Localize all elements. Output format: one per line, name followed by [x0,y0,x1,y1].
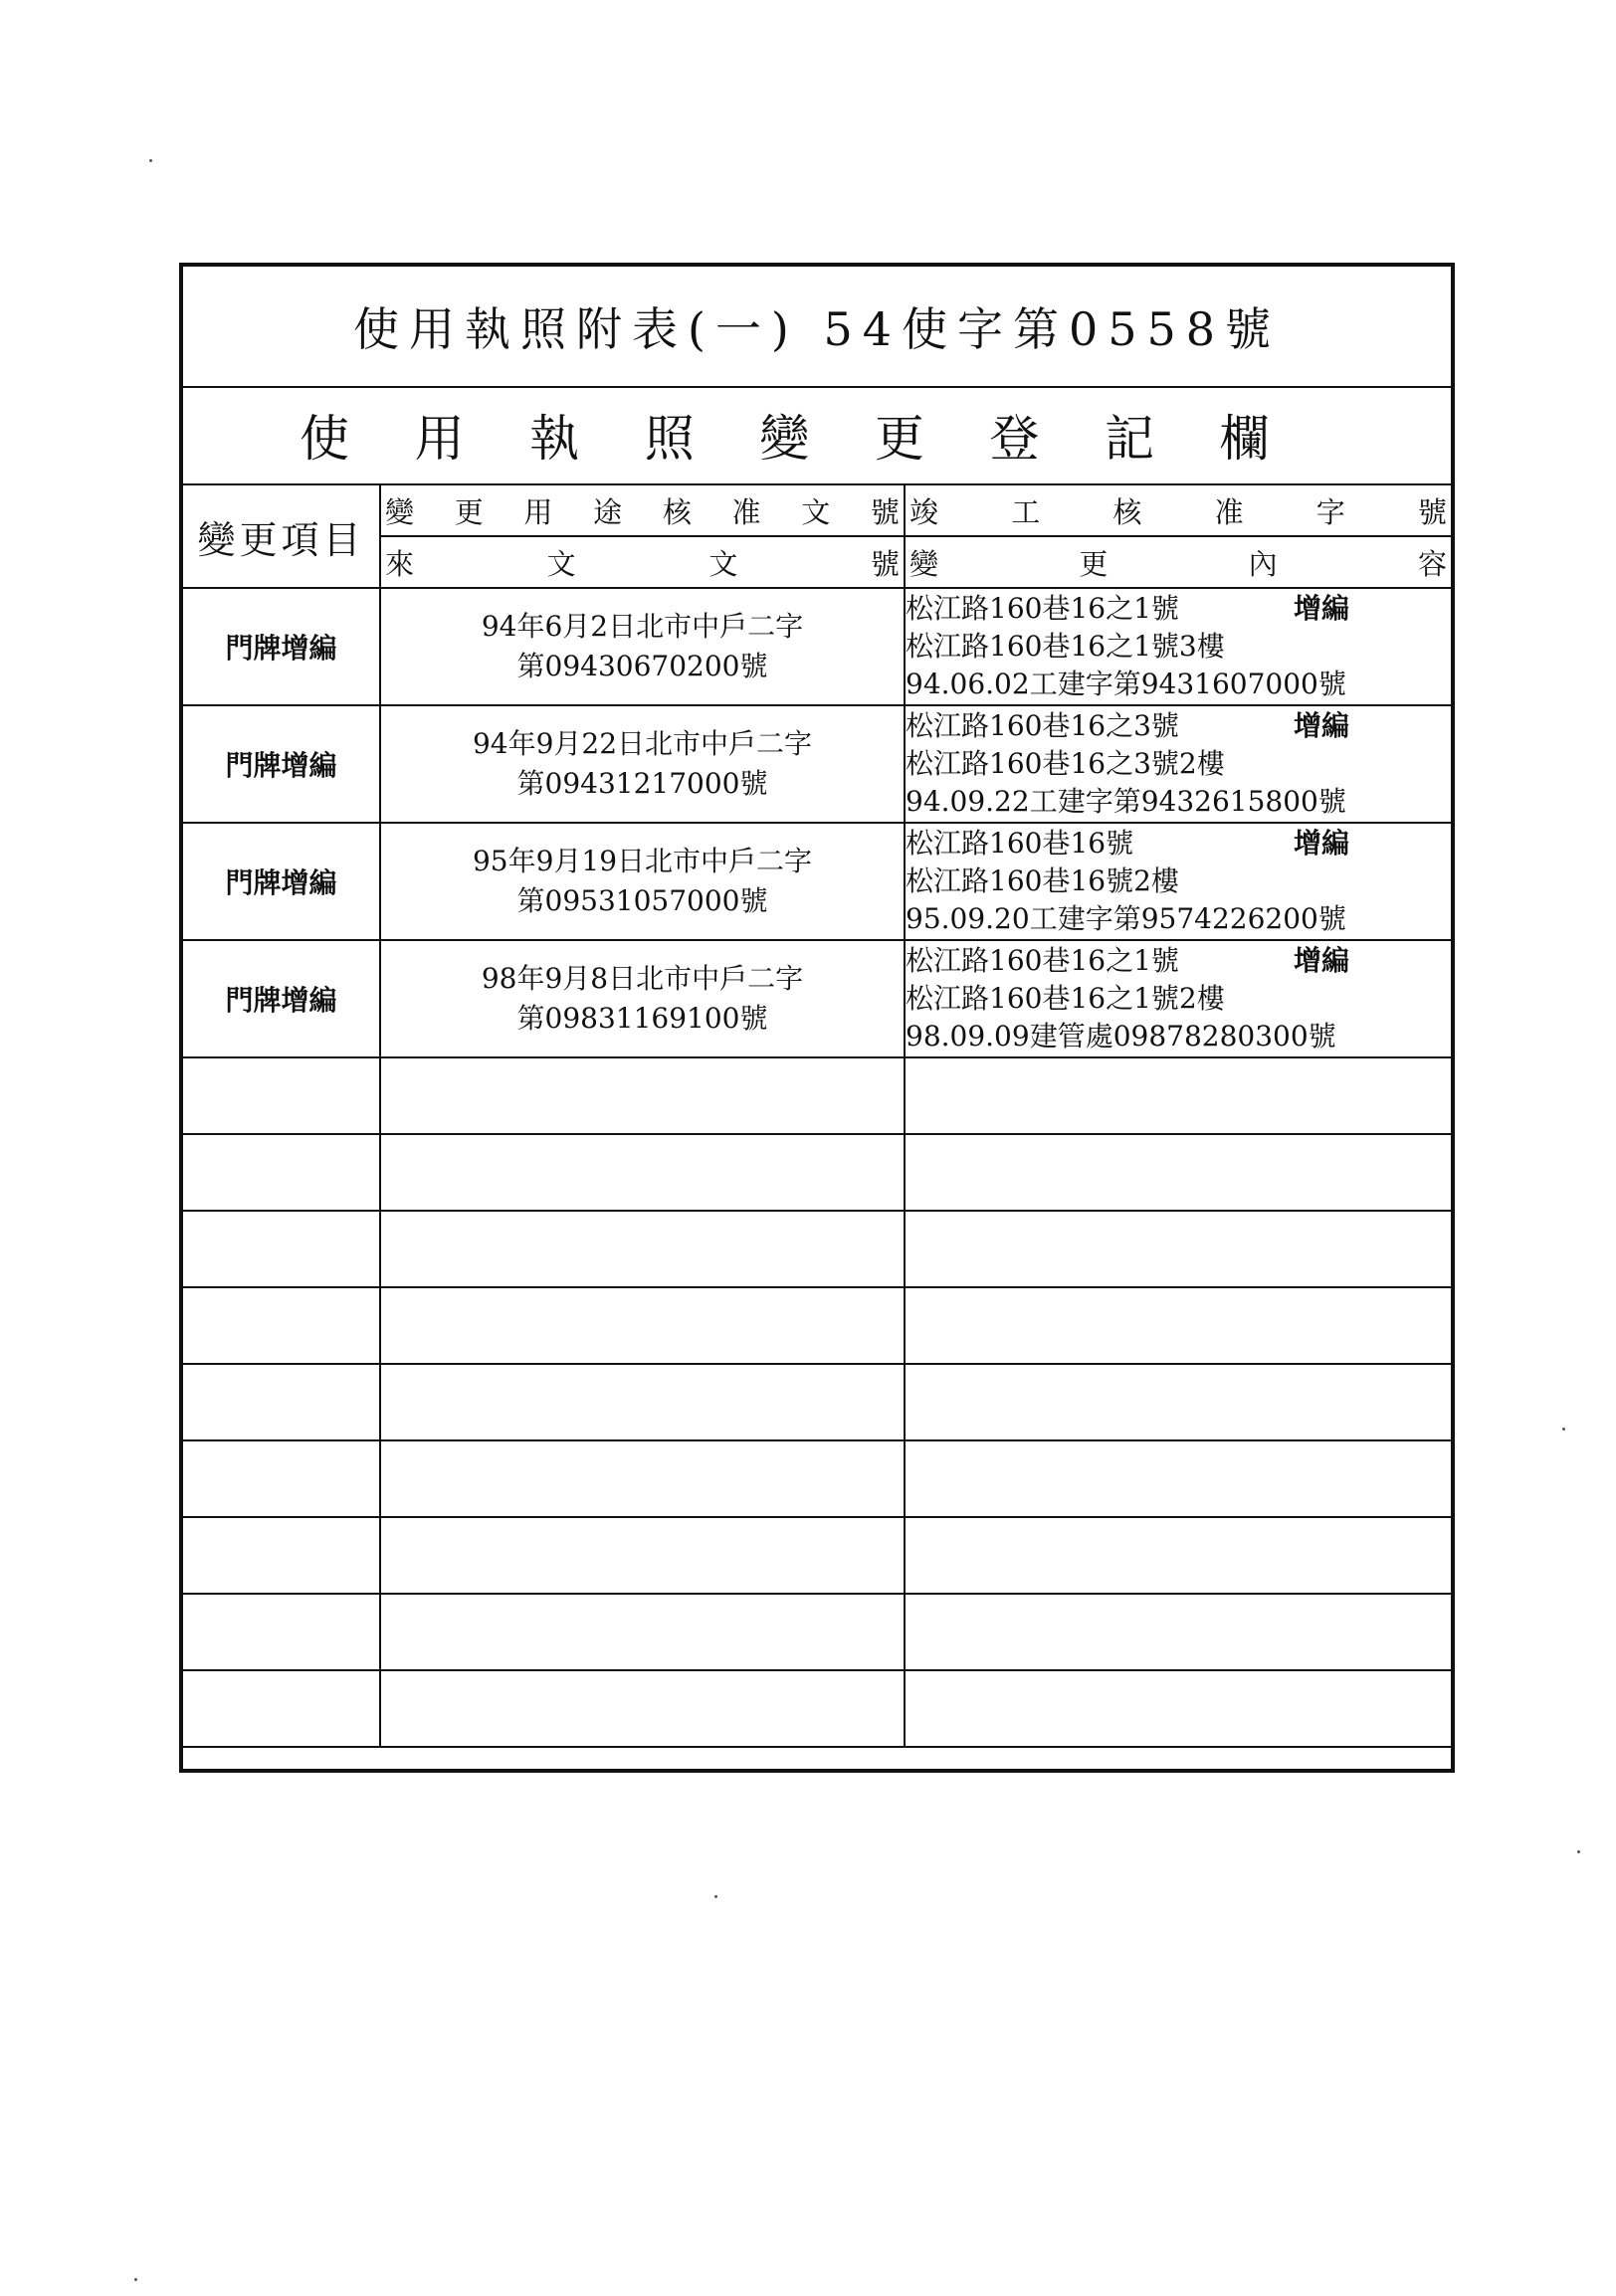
section-title [183,386,1451,485]
scan-speck [1562,1428,1565,1431]
empty-row [183,1440,1451,1517]
empty-cell [905,1440,1451,1517]
header-incoming-doc-no [380,536,905,588]
empty-cell [380,1287,905,1364]
header-char: 內 [1248,546,1278,581]
empty-cell [380,1517,905,1594]
change-content-cell [905,940,1451,1057]
header-char: 文 [801,494,831,529]
section-title-char: 照 [644,410,695,468]
scan-speck [149,159,152,162]
content-line: 松江路160巷16號2樓 [906,864,1179,897]
header-char: 途 [593,494,623,529]
content-line: 98.09.09建管處09878280300號 [906,1020,1336,1052]
empty-cell [905,1057,1451,1134]
content-address: 松江路160巷16號 [906,827,1134,860]
section-title-char: 記 [1104,410,1154,468]
empty-cell [380,1440,905,1517]
change-item-cell: 門牌增編 [183,705,380,823]
content-line: 松江路160巷16之3號2樓 [906,747,1225,780]
empty-cell [380,1057,905,1134]
change-content-cell [905,588,1451,705]
empty-cell [183,1594,380,1670]
section-title-char: 使 [300,410,349,468]
header-char: 變 [909,546,939,581]
content-line: 95.09.20工建字第9574226200號 [906,902,1346,935]
content-tag: 增編 [1294,827,1350,860]
table-row [183,588,1451,705]
empty-cell [905,1211,1451,1287]
header-char: 號 [1417,494,1447,529]
empty-row [183,1364,1451,1440]
empty-cell [905,1364,1451,1440]
section-title-text [300,399,1334,471]
header-char: 更 [454,494,484,529]
header-completion-no [905,484,1451,536]
table-row [183,823,1451,940]
table-row [183,940,1451,1057]
header-char: 准 [1214,494,1244,529]
change-register-table [183,483,1451,1748]
table-row [183,705,1451,823]
empty-cell [183,1440,380,1517]
empty-cell [905,1134,1451,1211]
ref-line: 94年9月22日北市中戶二字 [472,727,813,760]
section-title-char: 更 [874,410,924,468]
empty-cell [905,1287,1451,1364]
header-char: 准 [731,494,761,529]
scan-speck [714,1895,717,1898]
incoming-doc-cell [380,940,905,1057]
content-line [906,942,1451,980]
content-line [906,590,1451,628]
scan-speck [1577,1850,1580,1853]
header-char: 文 [708,546,738,581]
incoming-doc-cell [380,823,905,940]
section-title-char: 變 [759,410,810,468]
header-char: 竣 [909,494,939,529]
header-change-content [905,536,1451,588]
empty-row [183,1287,1451,1364]
empty-cell [183,1057,380,1134]
permit-table-frame [179,263,1455,1773]
empty-row [183,1517,1451,1594]
empty-cell [905,1594,1451,1670]
change-item-cell: 門牌增編 [183,940,380,1057]
content-line: 松江路160巷16之1號2樓 [906,982,1225,1015]
scan-speck [134,2278,137,2281]
content-address: 松江路160巷16之1號 [906,944,1179,977]
ref-line: 第09430670200號 [516,650,768,682]
empty-cell [380,1211,905,1287]
empty-row [183,1594,1451,1670]
header-char: 工 [1011,494,1041,529]
empty-cell [905,1670,1451,1747]
header-change-item: 變更項目 [183,484,380,588]
empty-row [183,1670,1451,1747]
empty-cell [183,1517,380,1594]
ref-line: 第09531057000號 [516,884,768,917]
empty-cell [380,1134,905,1211]
header-char: 號 [870,494,900,529]
ref-line: 95年9月19日北市中戶二字 [472,845,813,877]
header-char: 容 [1417,546,1447,581]
empty-cell [905,1517,1451,1594]
header-char: 變 [385,494,415,529]
empty-cell [380,1670,905,1747]
content-line [906,825,1451,862]
empty-row [183,1057,1451,1134]
content-line: 94.06.02工建字第9431607000號 [906,668,1346,700]
empty-cell [380,1594,905,1670]
incoming-doc-cell [380,588,905,705]
content-tag: 增編 [1294,709,1350,742]
header-char: 文 [546,546,576,581]
header-char: 號 [870,546,900,581]
ref-line: 第09831169100號 [516,1002,768,1035]
header-char: 來 [385,546,415,581]
content-address: 松江路160巷16之3號 [906,709,1179,742]
header-approval-doc-no [380,484,905,536]
empty-cell [380,1364,905,1440]
header-char: 字 [1315,494,1345,529]
change-item-cell: 門牌增編 [183,588,380,705]
section-title-char: 欄 [1219,410,1270,468]
ref-line: 第09431217000號 [516,767,768,800]
change-item-cell: 門牌增編 [183,823,380,940]
section-title-char: 用 [414,410,465,468]
header-char: 核 [662,494,692,529]
ref-line: 94年6月2日北市中戶二字 [481,610,804,643]
content-address: 松江路160巷16之1號 [906,592,1179,625]
section-title-char: 登 [989,410,1040,468]
empty-cell [183,1364,380,1440]
content-line [906,707,1451,745]
ref-line: 98年9月8日北市中戶二字 [481,962,804,995]
content-line: 94.09.22工建字第9432615800號 [906,785,1346,818]
section-title-char: 執 [529,410,580,468]
content-line: 松江路160巷16之1號3樓 [906,630,1225,663]
header-char: 核 [1112,494,1142,529]
change-content-cell [905,705,1451,823]
empty-cell [183,1670,380,1747]
content-tag: 增編 [1294,944,1350,977]
empty-cell [183,1211,380,1287]
incoming-doc-cell [380,705,905,823]
empty-cell [183,1134,380,1211]
content-tag: 增編 [1294,592,1350,625]
empty-row [183,1134,1451,1211]
document-title: 使用執照附表(一) 54使字第0558號 [183,267,1451,388]
header-char: 用 [523,494,553,529]
empty-row [183,1211,1451,1287]
empty-cell [183,1287,380,1364]
header-char: 更 [1079,546,1109,581]
change-content-cell [905,823,1451,940]
